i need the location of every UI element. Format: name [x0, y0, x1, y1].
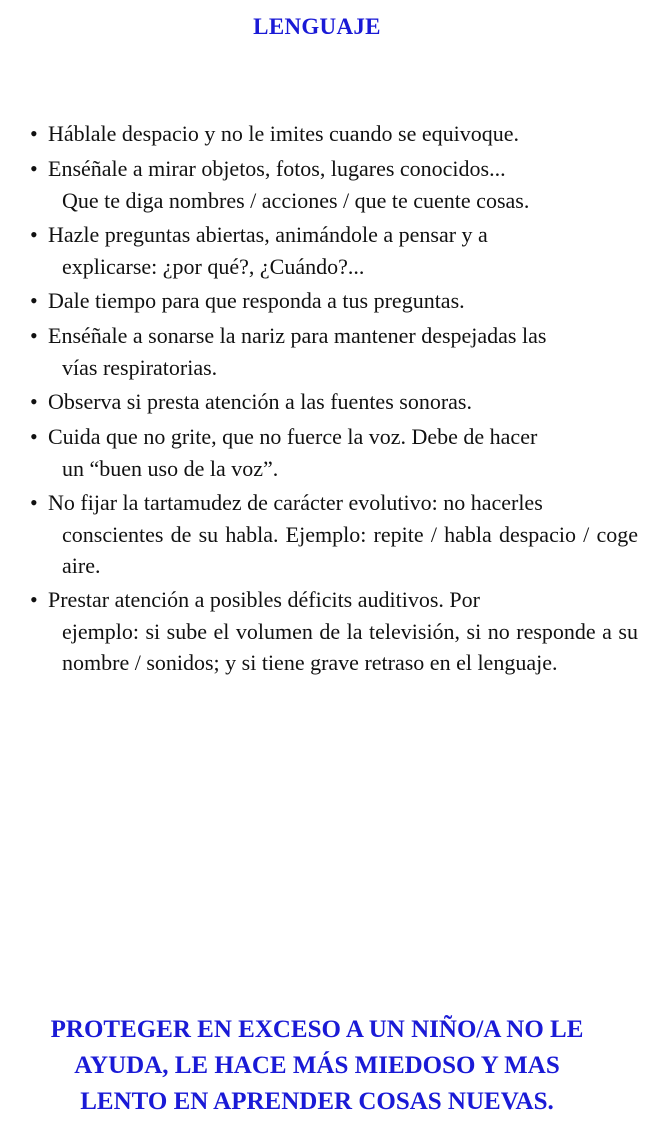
bullet-icon: •: [30, 288, 38, 313]
item-text: Prestar atención a posibles déficits auditivos. Por: [48, 587, 480, 612]
item-text: Enséñale a sonarse la nariz para mantener despejadas las: [48, 323, 547, 348]
item-continuation: explicarse: ¿por qué?, ¿Cuándo?...: [62, 254, 365, 279]
item-continuation: un “buen uso de la voz”.: [62, 456, 279, 481]
item-continuation: vías respiratorias.: [62, 355, 218, 380]
item-continuation: Que te diga nombres / acciones / que te cuente cosas.: [62, 188, 530, 213]
item-text: Dale tiempo para que responda a tus preguntas.: [48, 288, 465, 313]
item-text: No fijar la tartamudez de carácter evolutivo: no hacerles: [48, 490, 543, 515]
bullet-icon: •: [30, 156, 38, 181]
bullet-icon: •: [30, 222, 38, 247]
page-title: LENGUAJE: [253, 14, 381, 39]
bullet-icon: •: [30, 121, 38, 146]
item-continuation: ejemplo: si sube el volumen de la televisión, si no responde a su nombre / sonidos; y si tiene grave retraso en el lenguaje.: [62, 619, 638, 675]
bullet-icon: •: [30, 490, 38, 515]
list-item: [30, 219, 638, 282]
item-text: Observa si presta atención a las fuentes sonoras.: [48, 389, 472, 414]
item-text: Háblale despacio y no le imites cuando se equivoque.: [48, 121, 520, 146]
bullet-icon: •: [30, 323, 38, 348]
tips-list: [30, 118, 638, 681]
list-item: [30, 386, 638, 418]
bullet-icon: •: [30, 424, 38, 449]
list-item: [30, 285, 638, 317]
item-continuation: conscientes de su habla. Ejemplo: repite / habla despacio / coge aire.: [62, 522, 638, 578]
item-text: Cuida que no grite, que no fuerce la voz. Debe de hacer: [48, 424, 538, 449]
list-item: [30, 320, 638, 383]
list-item: [30, 487, 638, 581]
footer-line: PROTEGER EN EXCESO A UN NIÑO/A NO LE: [50, 1016, 584, 1043]
footer-line: LENTO EN APRENDER COSAS NUEVAS.: [80, 1088, 554, 1115]
footer-line: AYUDA, LE HACE MÁS MIEDOSO Y MAS: [74, 1052, 560, 1079]
bullet-icon: •: [30, 389, 38, 414]
list-item: [30, 153, 638, 216]
list-item: [30, 421, 638, 484]
bullet-icon: •: [30, 587, 38, 612]
item-text: Hazle preguntas abiertas, animándole a pensar y a: [48, 222, 488, 247]
item-text: Enséñale a mirar objetos, fotos, lugares conocidos...: [48, 156, 506, 181]
list-item: [30, 118, 638, 150]
footer-message: [0, 1012, 634, 1120]
list-item: [30, 584, 638, 678]
